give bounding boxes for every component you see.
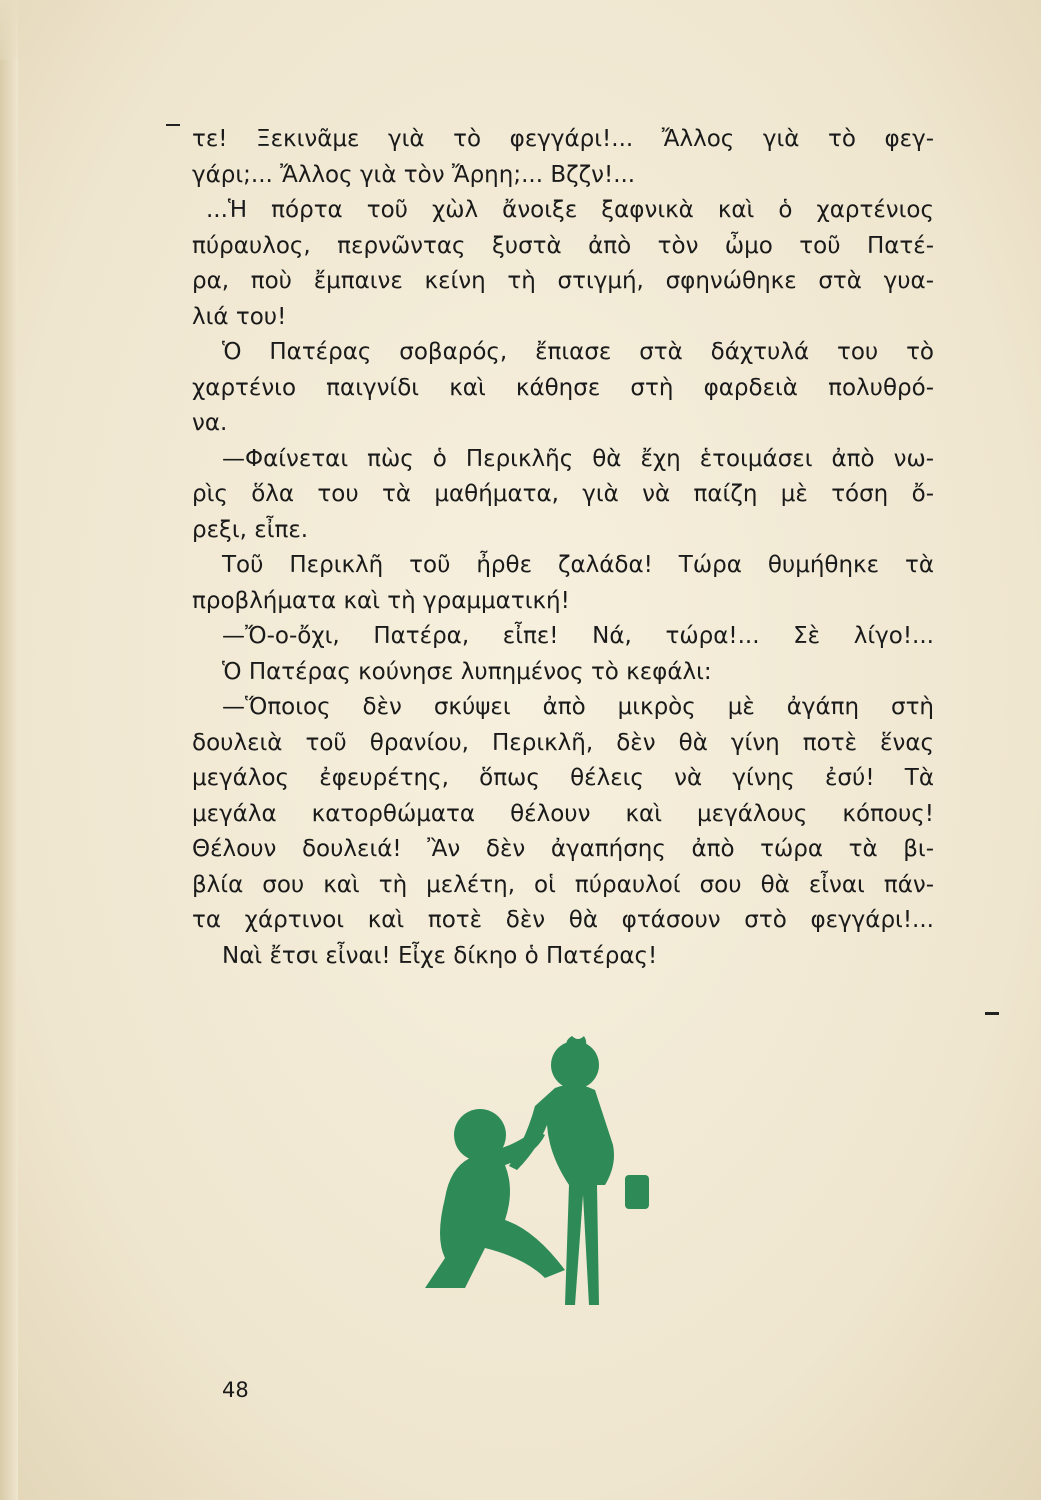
text-line: λιά του! (192, 303, 287, 330)
text-line: ρὶς ὅλα του τὰ μαθήματα, γιὰ νὰ παίζη μὲ τόση ὄ- (192, 481, 934, 507)
text-line: τε! Ξεκινᾶμε γιὰ τὸ φεγγάρι!... Ἄλλος γιὰ τὸ φεγ- (192, 126, 934, 152)
text-line: —Ὅποιος δὲν σκύψει ἀπὸ μικρὸς μὲ ἀγάπη στὴ (222, 694, 934, 720)
text-line: Ναὶ ἔτσι εἶναι! Εἶχε δίκηο ὁ Πατέρας! (222, 942, 658, 969)
text-line: μεγάλος ἐφευρέτης, ὅπως θέλεις νὰ γίνης ἐσύ! Τὰ (192, 765, 934, 791)
page-binding-edge (0, 0, 18, 1500)
text-line: χαρτένιο παιγνίδι καὶ κάθησε στὴ φαρδειὰ πολυθρό- (192, 374, 934, 401)
text-line: προβλήματα καὶ τὴ γραμματική! (192, 587, 570, 614)
standing-child-body (509, 1084, 614, 1305)
text-line: Ὁ Πατέρας κούνησε λυπημένος τὸ κεφάλι: (222, 658, 712, 685)
body-text (192, 122, 934, 974)
page-number: 48 (222, 1378, 249, 1402)
margin-mark (166, 124, 180, 126)
text-line: ρεξι, εἶπε. (192, 516, 309, 543)
can-shape (625, 1175, 649, 1209)
text-line: ρα, ποὺ ἔμπαινε κείνη τὴ στιγμή, σφηνώθηκε στὰ γυα- (192, 268, 934, 294)
page-corner-shading (0, 0, 90, 60)
silhouette-shapes (425, 1036, 649, 1305)
text-line: ...Ἡ πόρτα τοῦ χὼλ ἄνοιξε ξαφνικὰ καὶ ὁ χαρτένιος (206, 197, 934, 223)
text-line: τα χάρτινοι καὶ ποτὲ δὲν θὰ φτάσουν στὸ φεγγάρι!... (192, 907, 934, 933)
text-line: μεγάλα κατορθώματα θέλουν καὶ μεγάλους κόπους! (192, 800, 934, 827)
children-silhouette-illustration (420, 1030, 720, 1320)
sitting-child-body (425, 1130, 565, 1288)
text-line: γάρι;... Ἄλλος γιὰ τὸν Ἄρηη;... Βζζν!... (192, 161, 636, 188)
text-line: να. (192, 410, 228, 436)
text-line: Τοῦ Περικλῆ τοῦ ἦρθε ζαλάδα! Τώρα θυμήθηκε τὰ (222, 552, 934, 578)
text-line: Θέλουν δουλειά! Ἂν δὲν ἀγαπήσης ἀπὸ τώρα τὰ βι- (192, 836, 934, 862)
text-line: —Ὄ-ο-ὄχι, Πατέρα, εἶπε! Νά, τώρα!... Σὲ λίγο!... (222, 623, 934, 649)
text-line: πύραυλος, περνῶντας ξυστὰ ἀπὸ τὸν ὦμο τοῦ Πατέ- (192, 232, 934, 259)
margin-mark (985, 1012, 999, 1015)
text-line: δουλειὰ τοῦ θρανίου, Περικλῆ, δὲν θὰ γίνη ποτὲ ἕνας (192, 729, 934, 756)
text-line: βλία σου καὶ τὴ μελέτη, οἱ πύραυλοί σου θὰ εἶναι πάν- (192, 871, 934, 898)
text-line: —Φαίνεται πὼς ὁ Περικλῆς θὰ ἔχη ἑτοιμάσει ἀπὸ νω- (222, 445, 934, 472)
text-line: Ὁ Πατέρας σοβαρός, ἔπιασε στὰ δάχτυλά του τὸ (222, 339, 934, 365)
